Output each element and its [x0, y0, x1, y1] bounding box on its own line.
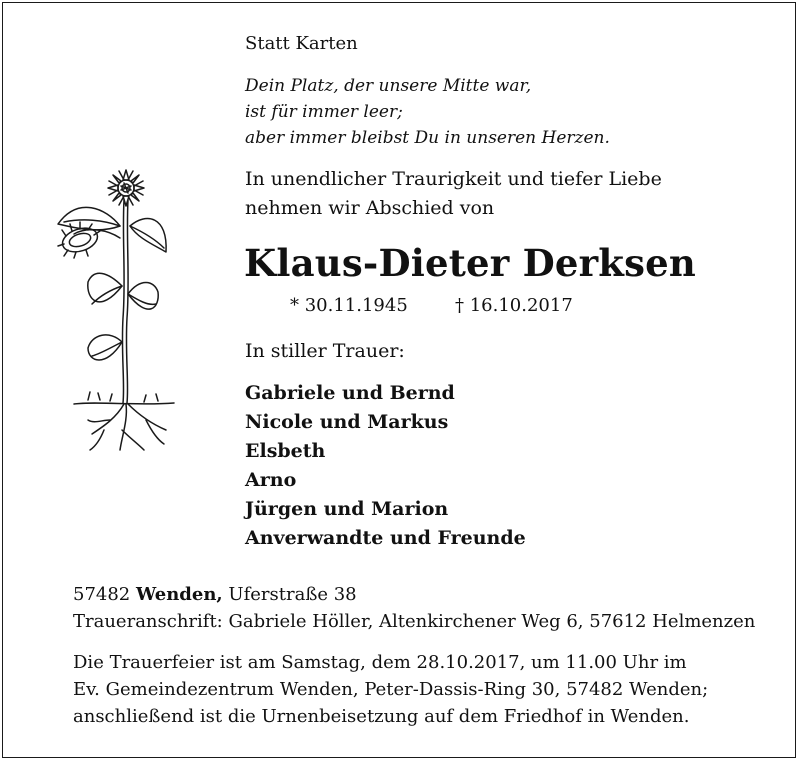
poem-line: ist für immer leer;: [245, 102, 403, 122]
address-postcode: 57482: [73, 584, 131, 605]
poem-line: aber immer bleibst Du in unseren Herzen.: [245, 128, 610, 148]
correspondence-address: Traueranschrift: Gabriele Höller, Altenkirchener Weg 6, 57612 Helmenzen: [73, 611, 756, 632]
deceased-name: Klaus-Dieter Derksen: [244, 241, 696, 285]
ceremony-line: anschließend ist die Urnenbeisetzung auf dem Friedhof in Wenden.: [73, 706, 690, 727]
mourning-label: In stiller Trauer:: [245, 340, 405, 362]
address-street: Uferstraße 38: [228, 584, 357, 605]
mourner-name: Elsbeth: [245, 440, 326, 462]
birth-date: * 30.11.1945: [290, 295, 408, 316]
sunflower-icon: [48, 168, 198, 458]
death-date: † 16.10.2017: [455, 295, 573, 316]
intro-line: nehmen wir Abschied von: [245, 197, 495, 219]
poem-line: Dein Platz, der unsere Mitte war,: [245, 76, 532, 96]
notice-header: Statt Karten: [245, 33, 358, 54]
mourner-name: Jürgen und Marion: [245, 498, 449, 520]
address-city: Wenden,: [136, 584, 223, 605]
mourner-name: Anverwandte und Freunde: [245, 527, 526, 549]
ceremony-line: Die Trauerfeier ist am Samstag, dem 28.10.2017, um 11.00 Uhr im: [73, 652, 687, 673]
ceremony-line: Ev. Gemeindezentrum Wenden, Peter-Dassis-Ring 30, 57482 Wenden;: [73, 679, 709, 700]
mourner-name: Nicole und Markus: [245, 411, 449, 433]
mourner-name: Arno: [245, 469, 297, 491]
intro-line: In unendlicher Traurigkeit und tiefer Liebe: [245, 168, 662, 190]
home-address: [73, 584, 357, 605]
mourner-name: Gabriele und Bernd: [245, 382, 455, 404]
